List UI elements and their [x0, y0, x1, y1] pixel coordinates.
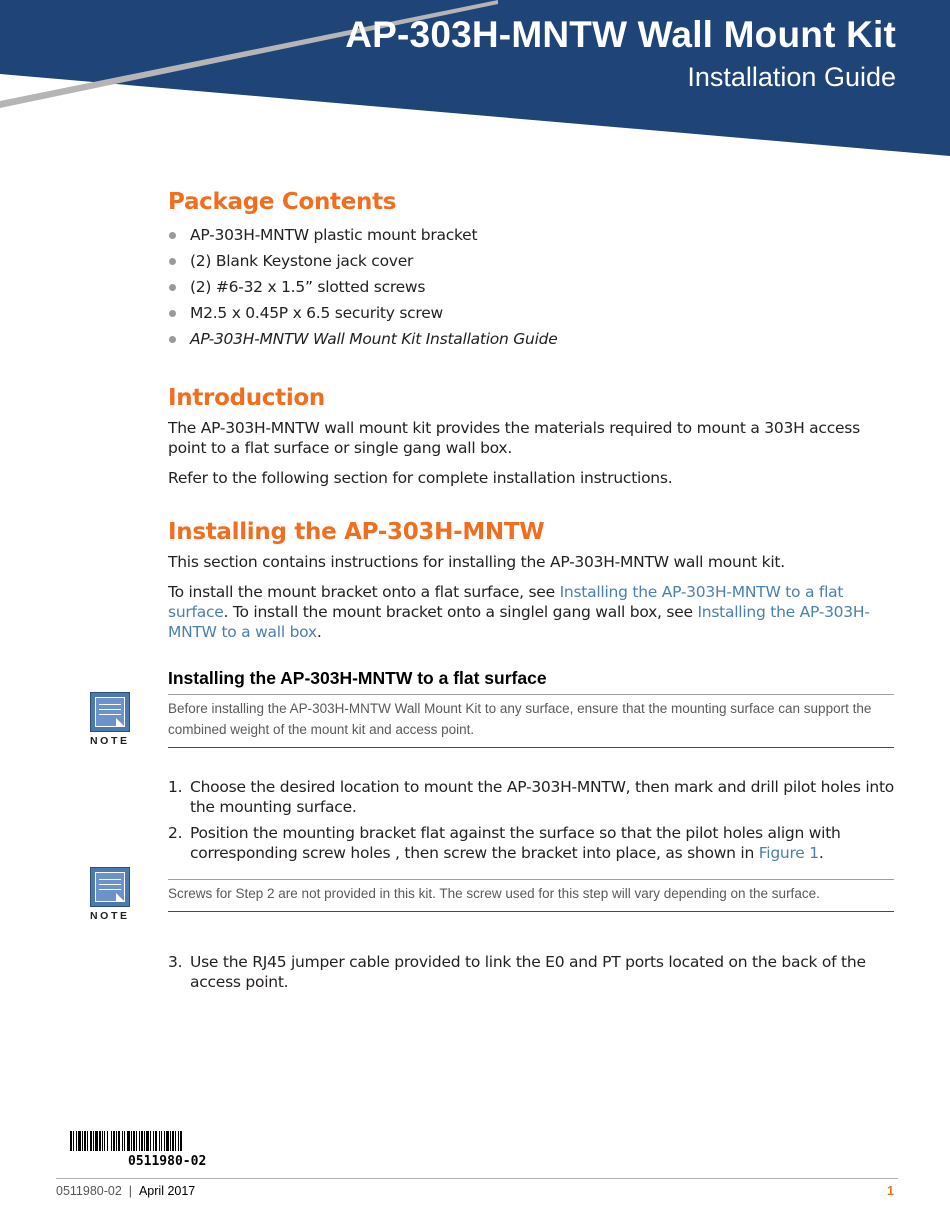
note-text: Screws for Step 2 are not provided in this kit. The screw used for this step will vary depending on the surface. [168, 879, 894, 912]
text-span: . [316, 623, 322, 641]
bullet-icon [169, 258, 176, 265]
steps-list [168, 952, 894, 992]
introduction-paragraph: Refer to the following section for complete installation instructions. [168, 469, 673, 487]
bullet-icon [169, 232, 176, 239]
list-item-text: (2) #6-32 x 1.5” slotted screws [190, 278, 426, 296]
figure-1-link[interactable]: Figure 1 [758, 844, 819, 862]
note-page-icon [90, 692, 130, 732]
installing-paragraph: This section contains instructions for installing the AP-303H-MNTW wall mount kit. [168, 553, 785, 571]
bullet-icon [169, 310, 176, 317]
list-item-text: AP-303H-MNTW plastic mount bracket [190, 226, 478, 244]
list-item-text: (2) Blank Keystone jack cover [190, 252, 414, 270]
page-number: 1 [887, 1184, 894, 1198]
bullet-icon [169, 284, 176, 291]
introduction-paragraph: The AP-303H-MNTW wall mount kit provides the materials required to mount a 303H access point to a flat surface or single gang wall box. [168, 419, 860, 457]
note-label: NOTE [90, 910, 130, 922]
step-item [168, 777, 894, 817]
document-title: AP-303H-MNTW Wall Mount Kit [345, 14, 896, 55]
footer-separator: | [128, 1184, 133, 1198]
list-item-text: AP-303H-MNTW Wall Mount Kit Installation Guide [190, 330, 558, 348]
note-text: Before installing the AP-303H-MNTW Wall Mount Kit to any surface, ensure that the mounting surface can support the combined weight of the mount kit and access point. [168, 694, 894, 748]
flat-surface-heading: Installing the AP-303H-MNTW to a flat surface [168, 668, 547, 688]
note-icon [90, 692, 132, 747]
document-subtitle: Installation Guide [687, 62, 896, 92]
text-span: . To install the mount bracket onto a singlel gang wall box, see [223, 603, 698, 621]
text-span: To install the mount bracket onto a flat surface, see [168, 583, 560, 601]
list-item [168, 248, 894, 274]
list-item-text: M2.5 x 0.45P x 6.5 security screw [190, 304, 443, 322]
list-item [168, 300, 894, 326]
step-item [168, 952, 894, 992]
step-item [168, 823, 894, 863]
flat-surface-link[interactable]: Installing the AP-303H-MNTW to a flat surface [168, 583, 844, 621]
step-text: Use the RJ45 jumper cable provided to link the E0 and PT ports located on the back of the access point. [190, 953, 866, 991]
step-text: Position the mounting bracket flat against the surface so that the pilot holes align with corresponding screw holes , then screw the bracket into place, as shown in [190, 824, 841, 862]
bullet-icon [169, 336, 176, 343]
note-icon [90, 867, 132, 922]
step-number: 1. [168, 778, 183, 796]
footer-doc-number: 0511980-02 [56, 1184, 122, 1198]
header-banner [0, 0, 950, 160]
note-label: NOTE [90, 735, 130, 747]
barcode [70, 1131, 254, 1151]
step-text: . [818, 844, 824, 862]
steps-list [168, 777, 894, 863]
installing-heading: Installing the AP-303H-MNTW [168, 519, 545, 545]
introduction-heading: Introduction [168, 385, 325, 411]
list-item [168, 222, 894, 248]
list-item [168, 326, 894, 352]
footer-divider [56, 1178, 898, 1179]
package-contents-heading: Package Contents [168, 189, 397, 215]
step-number: 2. [168, 824, 183, 842]
step-text: Choose the desired location to mount the AP-303H-MNTW, then mark and drill pilot holes into the mounting surface. [190, 778, 895, 816]
footer-date: April 2017 [138, 1184, 196, 1198]
main-content [168, 186, 894, 992]
barcode-number: 0511980-02 [128, 1154, 207, 1169]
step-number: 3. [168, 953, 183, 971]
note-page-icon [90, 867, 130, 907]
package-contents-list [168, 222, 894, 352]
installing-paragraph [168, 582, 894, 642]
list-item [168, 274, 894, 300]
wall-box-link[interactable]: Installing the AP-303H-MNTW to a wall box [168, 603, 870, 641]
footer-info [56, 1184, 195, 1198]
